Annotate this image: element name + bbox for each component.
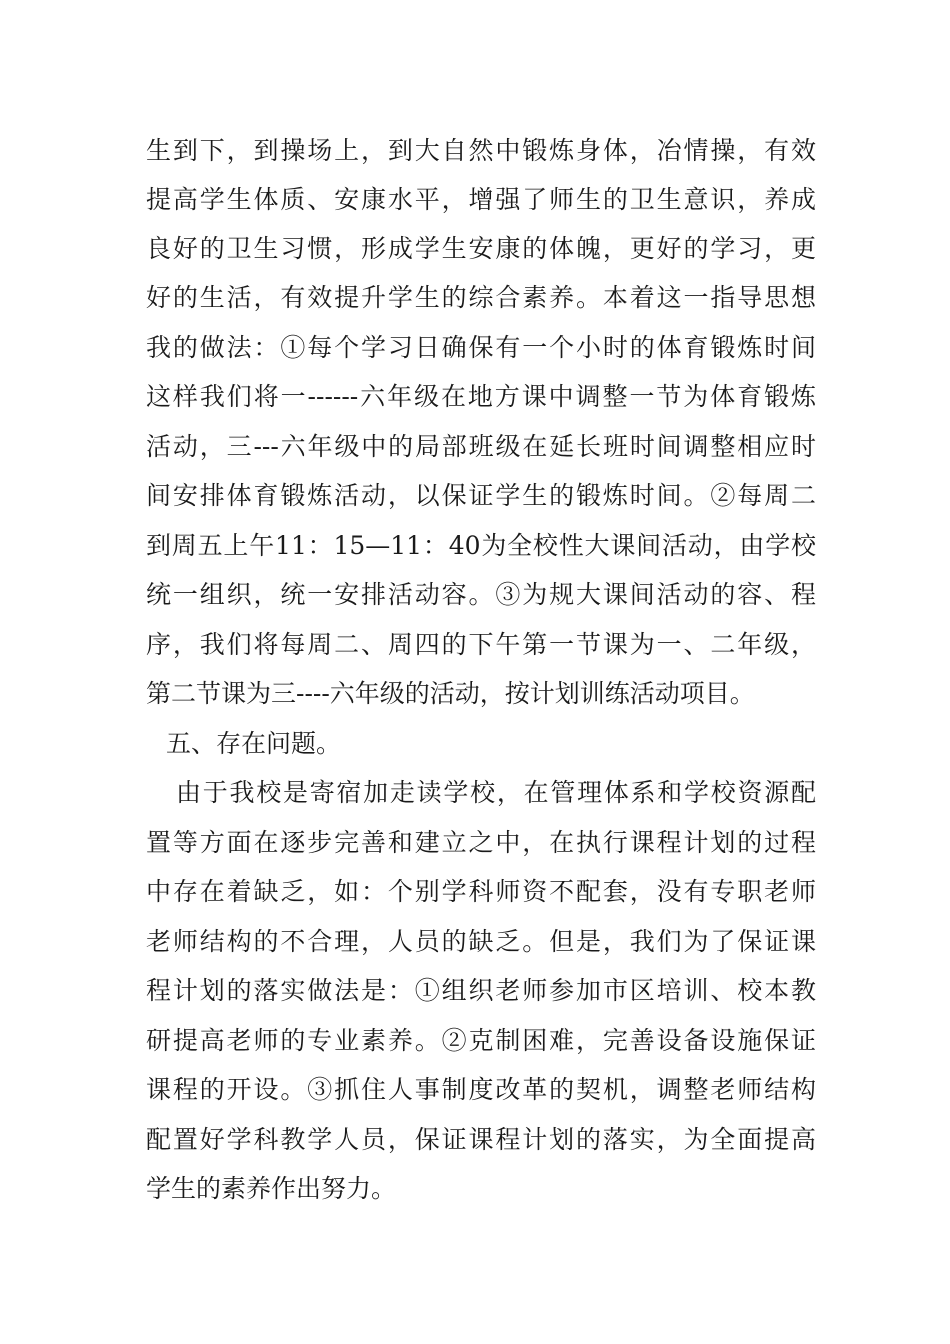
text-line-20: 课程的开设。③抓住人事制度改革的契机，调整老师结构 bbox=[146, 1075, 816, 1104]
text-line-10: 统一组织，统一安排活动容。③为规大课间活动的容、程 bbox=[146, 580, 816, 609]
text-line-4: 好的生活，有效提升学生的综合素养。本着这一指导思想 bbox=[146, 283, 816, 312]
text-line-7: 活动，三---六年级中的局部班级在延长班时间调整相应时 bbox=[146, 432, 816, 461]
text-line-1: 生到下，到操场上，到大自然中锻炼身体，冶情操，有效 bbox=[146, 136, 816, 165]
text-line-21: 配置好学科教学人员，保证课程计划的落实，为全面提高 bbox=[146, 1125, 816, 1154]
text-line-3: 良好的卫生习惯，形成学生安康的体魄，更好的学习，更 bbox=[146, 234, 816, 263]
text-line-16: 中存在着缺乏，如：个别学科师资不配套，没有专职老师 bbox=[146, 877, 816, 906]
text-line-19: 研提高老师的专业素养。②克制困难，完善设备设施保证 bbox=[146, 1026, 816, 1055]
text-line-8: 间安排体育锻炼活动，以保证学生的锻炼时间。②每周二 bbox=[146, 481, 816, 510]
text-line-22: 学生的素养作出努力。 bbox=[146, 1174, 397, 1203]
text-line-6: 这样我们将一------六年级在地方课中调整一节为体育锻炼 bbox=[146, 382, 816, 411]
text-line-9: 到周五上午11：15—11：40为全校性大课间活动，由学校 bbox=[146, 531, 816, 560]
text-line-11: 序，我们将每周二、周四的下午第一节课为一、二年级， bbox=[146, 630, 816, 659]
text-line-14: 由于我校是寄宿加走读学校，在管理体系和学校资源配 bbox=[176, 778, 816, 807]
text-line-18: 程计划的落实做法是：①组织老师参加市区培训、校本教 bbox=[146, 976, 816, 1005]
text-line-15: 置等方面在逐步完善和建立之中，在执行课程计划的过程 bbox=[146, 828, 816, 857]
text-line-2: 提高学生体质、安康水平，增强了师生的卫生意识，养成 bbox=[146, 185, 816, 214]
text-line-5: 我的做法：①每个学习日确保有一个小时的体育锻炼时间 bbox=[146, 333, 816, 362]
text-line-12: 第二节课为三----六年级的活动，按计划训练活动项目。 bbox=[146, 679, 755, 708]
section-heading: 五、存在问题。 bbox=[166, 729, 342, 758]
text-line-17: 老师结构的不合理，人员的缺乏。但是，我们为了保证课 bbox=[146, 927, 816, 956]
